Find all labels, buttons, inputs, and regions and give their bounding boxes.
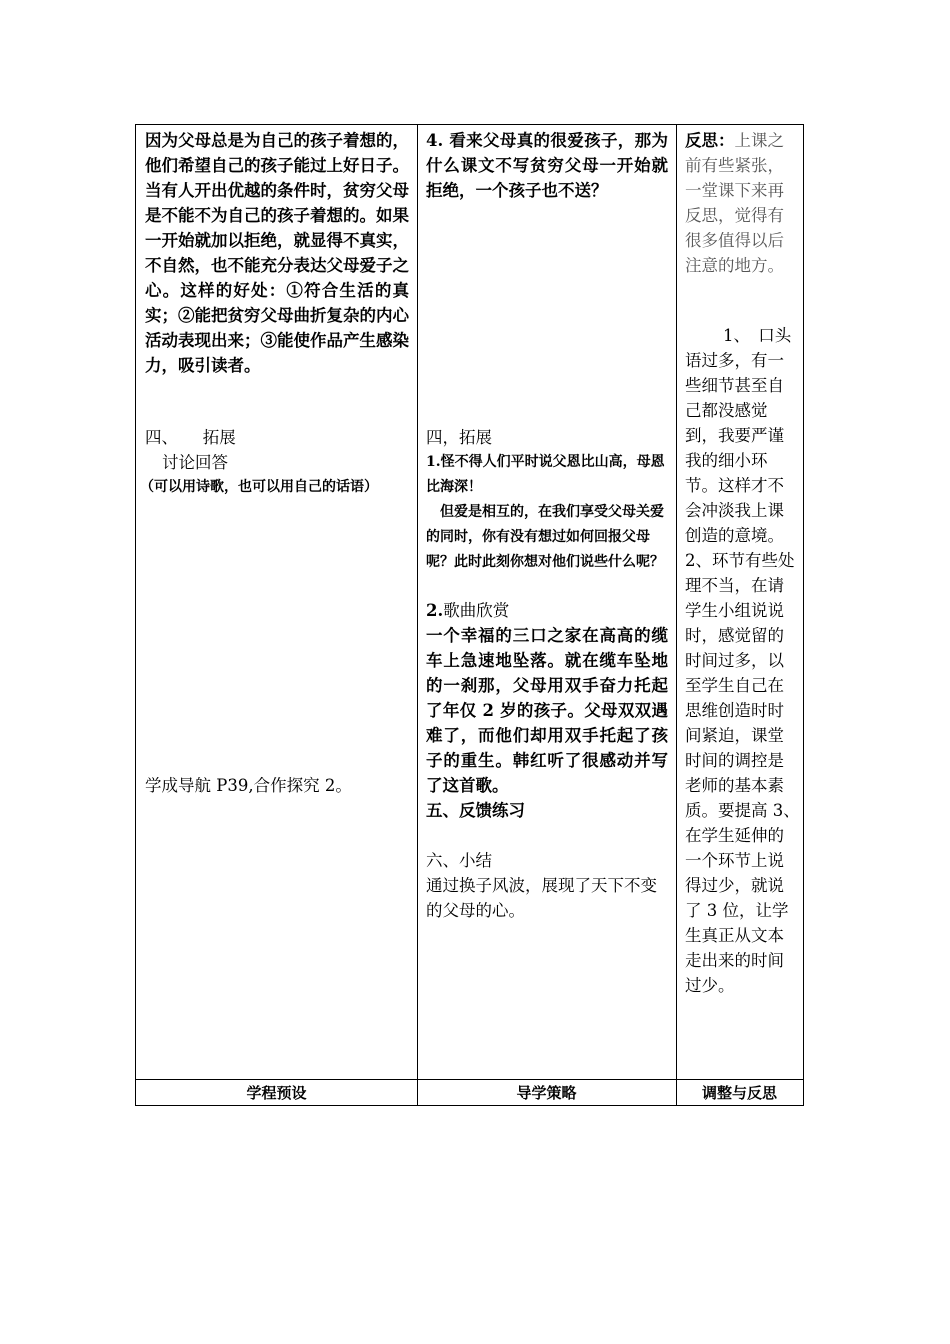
col1-note: （可以用诗歌，也可以用自己的话语） <box>140 479 378 495</box>
col2-item1-follow: 但爱是相互的，在我们享受父母关爱的同时，你有没有想过如何回报父母呢？此时此刻你想对他们说些什么呢？ <box>426 504 664 570</box>
col2-story: 一个幸福的三口之家在高高的缆车上急速地坠落。就在缆车坠地的一刹那，父母用双手奋力托起了年仅 2 岁的孩子。父母双双遇难了，而他们却用双手托起了孩子的重生。韩红听了很感动并写了这首歌。 <box>426 626 668 795</box>
col2-question: 4. 看来父母真的很爱孩子，那为什么课文不写贫穷父母一开始就拒绝，一个孩子也不送？ <box>426 131 668 200</box>
footer-col3: 调整与反思 <box>701 1084 777 1102</box>
lesson-plan-table <box>135 124 808 1106</box>
footer-col1: 学程预设 <box>246 1084 307 1102</box>
col2-item2 <box>426 598 668 623</box>
col3-intro <box>685 128 798 278</box>
col2-section5: 五、反馈练习 <box>426 801 525 820</box>
col1-discuss: 讨论回答 <box>162 453 228 472</box>
col2-item1: 1.怪不得人们平时说父恩比山高，母恩比海深！ <box>426 454 665 495</box>
col3-label: 反思： <box>685 131 735 150</box>
col2-item2-label: 2. <box>426 601 444 620</box>
col2-section-heading: 四，拓展 <box>426 428 492 447</box>
col2-summary: 通过换子风波，展现了天下不变的父母的心。 <box>426 876 657 920</box>
column-divider <box>417 125 418 1105</box>
col3-points: 1、 口头语过多，有一些细节甚至自己都没感觉到，我要严谨我的细小环节。这样才不会冲淡我上课创造的意境。2、环节有些处理不当，在请学生小组说说时，感觉留的时间过多，以至学生自己在思维创造时时间紧迫，课堂时间的调控是老师的基本素质。要提高 3、 在学生延伸的一个环节上说得过少，就说了 3 位，让学生真正从文本走出来的时间过少。 <box>685 326 808 995</box>
col2-section6: 六、小结 <box>426 851 492 870</box>
col1-section-heading: 四、 拓展 <box>145 428 236 447</box>
col2-item2-text: 歌曲欣赏 <box>443 601 510 620</box>
col1-answer: 因为父母总是为自己的孩子着想的，他们希望自己的孩子能过上好日子。当有人开出优越的条件时，贫穷父母是不能不为自己的孩子着想的。如果一开始就加以拒绝，就显得不真实，不自然，也不能充分表达父母爱子之心。这样的好处：①符合生活的真实；②能把贫穷父母曲折复杂的内心活动表现出来；③能使作品产生感染力，吸引读者。 <box>145 131 409 375</box>
column-divider <box>676 125 677 1105</box>
col3-intro-text: 上课之前有些紧张，一堂课下来再反思，觉得有很多值得以后注意的地方。 <box>685 131 784 275</box>
footer-col2: 导学策略 <box>516 1084 577 1102</box>
col1-guide: 学成导航 P39,合作探究 2。 <box>145 776 352 795</box>
